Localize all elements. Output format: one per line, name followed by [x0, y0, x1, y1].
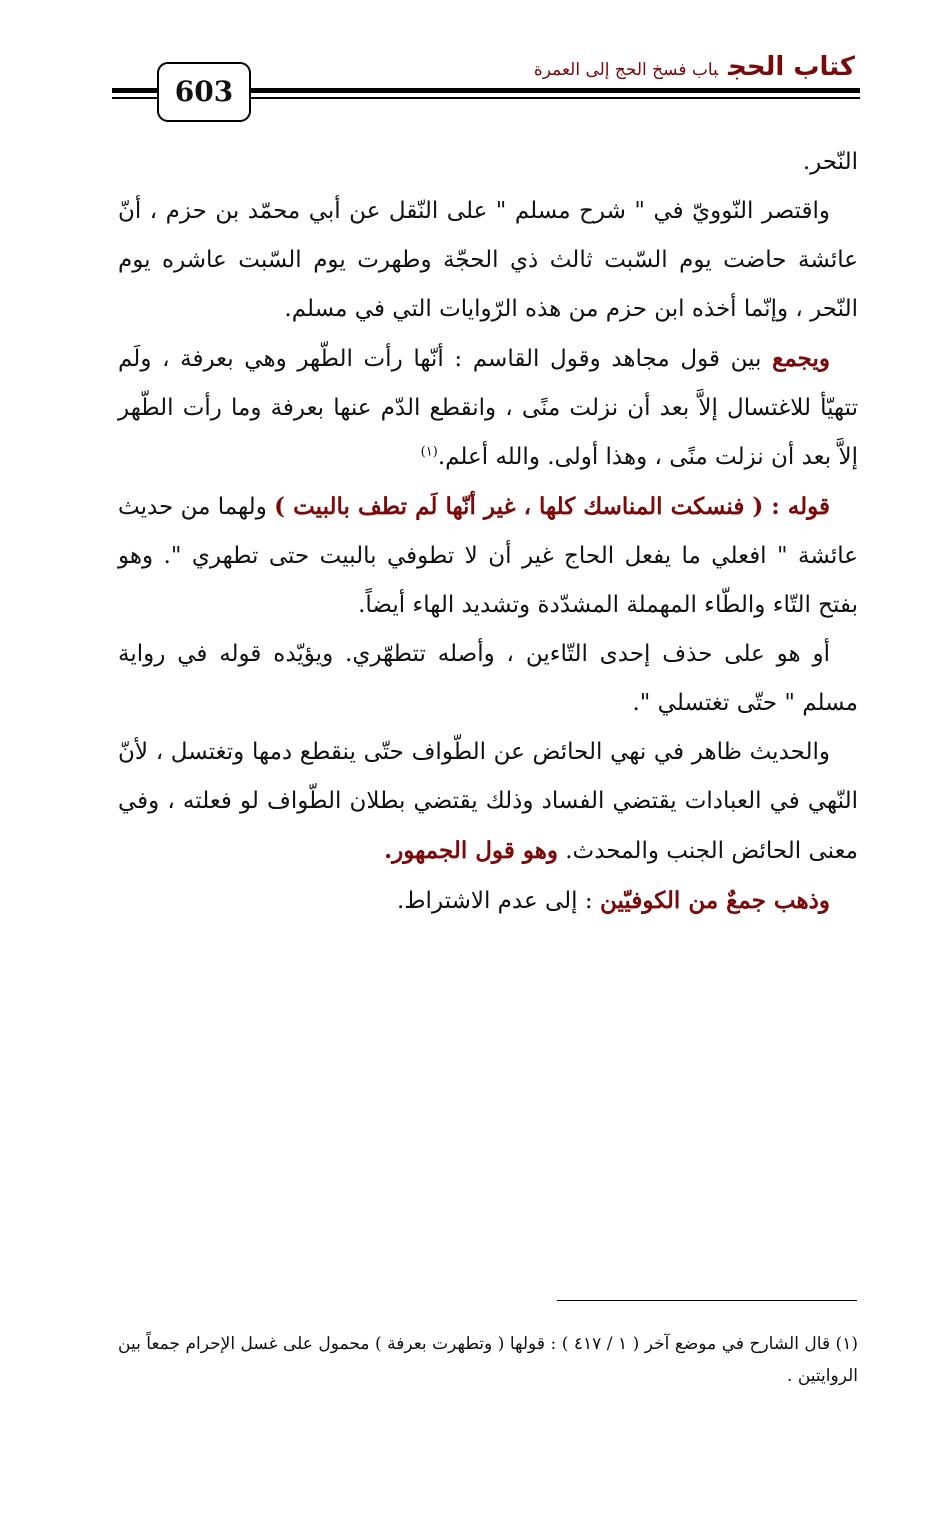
- page-number: 603: [157, 62, 251, 122]
- footnote: [118, 1328, 858, 1392]
- paragraph-3-text: بين قول مجاهد وقول القاسم : أنّها رأت الطّهر وهي بعرفة ، ولَم تتهيّأ للاغتسال إلاَّ بعد أن نزلت منًى ، وانقطع الدّم عنها بعرفة وما رأت الطّهر إلاَّ بعد أن نزلت منًى ، وهذا أولى. والله أعلم.: [118, 346, 858, 470]
- header-titles: [534, 52, 855, 82]
- emphasis-majority: وهو قول الجمهور.: [384, 837, 558, 864]
- paragraph-6: [118, 728, 858, 876]
- paragraph-7-text: : إلى عدم الاشتراط.: [396, 888, 593, 914]
- footnote-text: (١) قال الشارح في موضع آخر ( ١ / ٤١٧ ) : قولها ( وتطهرت بعرفة ) محمول على غسل الإحرام جمعاً بين الروايتين .: [118, 1334, 858, 1386]
- paragraph-6-text: والحديث ظاهر في نهي الحائض عن الطّواف حتّى ينقطع دمها وتغتسل ، لأنّ النّهي في العبادات يقتضي الفساد وذلك يقتضي بطلان الطّواف لو فعلته ، وفي معنى الحائض الجنب والمحدث.: [118, 739, 858, 864]
- footnote-divider: [557, 1300, 857, 1301]
- page-header: [0, 0, 945, 130]
- paragraph-4: [118, 482, 858, 630]
- paragraph-2: واقتصر النّوويّ في " شرح مسلم " على النّقل عن أبي محمّد بن حزم ، أنّ عائشة حاضت يوم السّبت ثالث ذي الحجّة وطهرت يوم السّبت عاشره يوم النّحر ، وإنّما أخذه ابن حزم من هذه الرّوايات التي في مسلم.: [118, 198, 858, 322]
- paragraph-7: [118, 876, 858, 926]
- book-title: كتاب الحج: [728, 52, 855, 82]
- main-text: [118, 138, 858, 926]
- footnote-reference: (١): [420, 444, 438, 460]
- hadith-quote: قوله : ( فنسكت المناسك كلها ، غير أنّها لَم تطف بالبيت ): [274, 493, 831, 520]
- emphasis-lead: ويجمع: [772, 345, 831, 372]
- paragraph-1: النّحر.: [802, 149, 858, 175]
- paragraph-3: [118, 334, 858, 482]
- paragraph-5: أو هو على حذف إحدى التّاءين ، وأصله تتطهّري. ويؤيّده قوله في رواية مسلم " حتّى تغتسلي ".: [118, 641, 858, 716]
- emphasis-kufans: وذهب جمعٌ من الكوفيّين: [599, 887, 830, 914]
- chapter-title: باب فسخ الحج إلى العمرة: [533, 60, 719, 80]
- paragraph-4-text: ولهما من حديث عائشة " افعلي ما يفعل الحاج غير أن لا تطوفي بالبيت حتى تطهري ". وهو بفتح التّاء والطّاء المهملة المشدّدة وتشديد الهاء أيضاً.: [118, 494, 858, 618]
